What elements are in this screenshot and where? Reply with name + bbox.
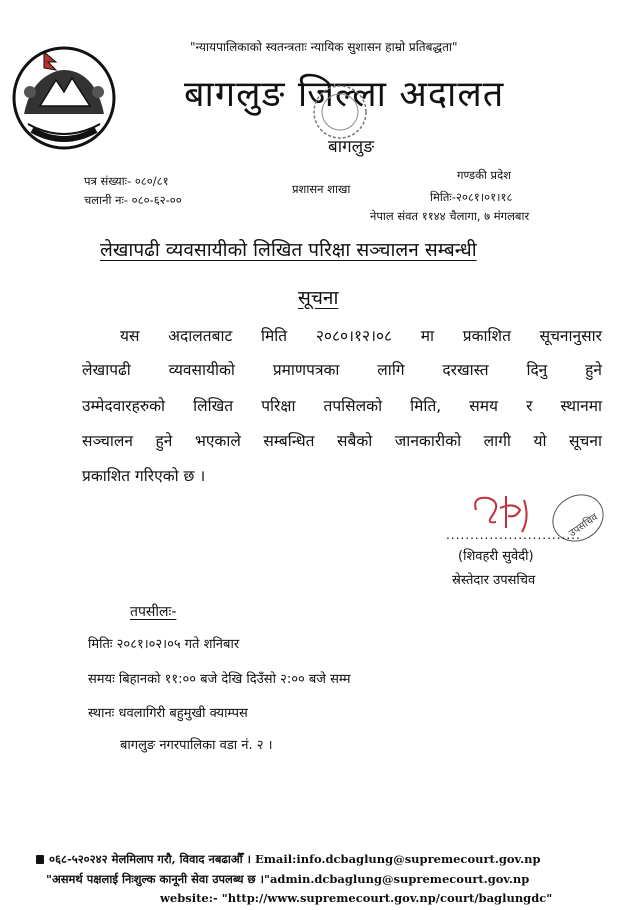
signature-line: ............................ bbox=[446, 528, 581, 542]
footer-contact-line bbox=[36, 852, 541, 867]
signatory-name: (शिवहरी सुवेदी) bbox=[458, 549, 534, 564]
phone-icon bbox=[36, 855, 44, 864]
signature-stamp-text: उपसचिव bbox=[567, 511, 601, 540]
notice-body-line: लेखापढी व्यवसायीको प्रमाणपत्रका लागि दरखास्त दिनु हुने bbox=[82, 361, 602, 379]
dispatch-number: चलानी नः- ०८०-६२-०० bbox=[84, 193, 182, 207]
court-motto: "न्यायपालिकाको स्वतन्त्रताः न्यायिक सुशासन हाम्रो प्रतिबद्धता" bbox=[190, 40, 458, 54]
exam-time: समयः बिहानको ११:०० बजे देखि दिउँसो २:०० बजे सम्म bbox=[88, 672, 351, 687]
notice-body-line: यस अदालतबाट मिति २०८०।१२।०८ मा प्रकाशित सूचनानुसार bbox=[120, 327, 602, 345]
exam-place: स्थानः धवलागिरी बहुमुखी क्याम्पस bbox=[88, 706, 248, 721]
signatory-title: स्रेस्तेदार उपसचिव bbox=[452, 573, 536, 588]
notice-label: सूचना bbox=[298, 287, 339, 309]
exam-place-address: बागलुङ नगरपालिका वडा नं. २ । bbox=[120, 738, 273, 753]
details-heading: तपसीलः- bbox=[130, 604, 177, 620]
court-city: बागलुङ bbox=[328, 137, 375, 157]
footer-legal-aid: "असमर्थ पक्षलाई निःशुल्क कानूनी सेवा उपलब्ध छ ।"admin.dcbaglung@supremecourt.gov.np bbox=[46, 872, 530, 886]
court-name: बागलुङ जिल्ला अदालत bbox=[184, 74, 505, 115]
province-name: गण्डकी प्रदेश bbox=[457, 168, 512, 182]
section-name: प्रशासन शाखा bbox=[292, 182, 351, 196]
notice-heading: लेखापढी व्यवसायीको लिखित परिक्षा सञ्चालन सम्बन्धी bbox=[100, 239, 477, 261]
nepal-sambat-date: नेपाल संवत ११४४ चैलागा, ७ मंगलबार bbox=[370, 209, 530, 223]
court-seal-icon bbox=[310, 82, 370, 142]
notice-body-line: उम्मेदवारहरुको लिखित परिक्षा तपसिलको मिति, समय र स्थानमा bbox=[82, 397, 602, 415]
letter-date: मितिः-२०८१।०१।१८ bbox=[430, 190, 513, 204]
notice-body-line: सञ्चालन हुने भएकाले सम्बन्धित सबैको जानकारीको लागी यो सूचना bbox=[82, 432, 602, 450]
letter-number: पत्र संख्याः- ०८०/८१ bbox=[84, 174, 169, 188]
footer-website: website:- "http://www.supremecourt.gov.np/court/baglungdc" bbox=[160, 891, 553, 905]
footer-phone-text: ०६८-५२०२४२ मेलमिलाप गरौ, विवाद नबढाऔँ । Email:info.dcbaglung@supremecourt.gov.np bbox=[49, 852, 541, 866]
nepal-emblem-icon bbox=[10, 44, 118, 152]
notice-body-line: प्रकाशित गरिएको छ । bbox=[82, 467, 206, 485]
exam-date: मितिः २०८१।०२।०५ गते शनिबार bbox=[88, 637, 240, 652]
